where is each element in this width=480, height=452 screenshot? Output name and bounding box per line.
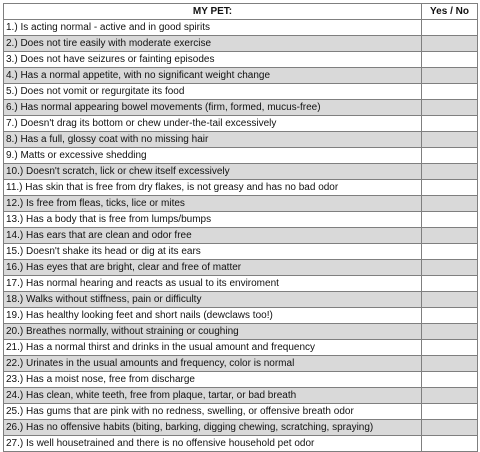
table-row [4, 436, 478, 452]
table-row [4, 324, 478, 340]
checklist-item-text: 20.) Breathes normally, without straining or coughing [4, 324, 422, 340]
answer-cell[interactable] [422, 404, 478, 420]
answer-cell[interactable] [422, 148, 478, 164]
answer-cell[interactable] [422, 228, 478, 244]
table-row [4, 36, 478, 52]
answer-cell[interactable] [422, 372, 478, 388]
table-row [4, 164, 478, 180]
table-row [4, 372, 478, 388]
checklist-item-text: 8.) Has a full, glossy coat with no missing hair [4, 132, 422, 148]
table-row [4, 68, 478, 84]
checklist-item-text: 3.) Does not have seizures or fainting episodes [4, 52, 422, 68]
checklist-item-text: 27.) Is well housetrained and there is no offensive household pet odor [4, 436, 422, 452]
checklist-item-text: 21.) Has a normal thirst and drinks in the usual amount and frequency [4, 340, 422, 356]
table-row [4, 420, 478, 436]
checklist-item-text: 26.) Has no offensive habits (biting, barking, digging chewing, scratching, spraying) [4, 420, 422, 436]
column-header-item: MY PET: [4, 4, 422, 20]
checklist-item-text: 11.) Has skin that is free from dry flakes, is not greasy and has no bad odor [4, 180, 422, 196]
answer-cell[interactable] [422, 164, 478, 180]
answer-cell[interactable] [422, 292, 478, 308]
answer-cell[interactable] [422, 356, 478, 372]
checklist-item-text: 9.) Matts or excessive shedding [4, 148, 422, 164]
table-row [4, 244, 478, 260]
table-row [4, 308, 478, 324]
table-row [4, 132, 478, 148]
answer-cell[interactable] [422, 100, 478, 116]
answer-cell[interactable] [422, 308, 478, 324]
checklist-item-text: 22.) Urinates in the usual amounts and frequency, color is normal [4, 356, 422, 372]
checklist-item-text: 14.) Has ears that are clean and odor free [4, 228, 422, 244]
table-row [4, 404, 478, 420]
table-row [4, 212, 478, 228]
checklist-item-text: 7.) Doesn't drag its bottom or chew under-the-tail excessively [4, 116, 422, 132]
checklist-item-text: 23.) Has a moist nose, free from discharge [4, 372, 422, 388]
checklist-item-text: 13.) Has a body that is free from lumps/bumps [4, 212, 422, 228]
answer-cell[interactable] [422, 388, 478, 404]
answer-cell[interactable] [422, 260, 478, 276]
answer-cell[interactable] [422, 116, 478, 132]
checklist-item-text: 15.) Doesn't shake its head or dig at its ears [4, 244, 422, 260]
checklist-item-text: 6.) Has normal appearing bowel movements (firm, formed, mucus-free) [4, 100, 422, 116]
table-row [4, 84, 478, 100]
checklist-item-text: 10.) Doesn't scratch, lick or chew itself excessively [4, 164, 422, 180]
checklist-item-text: 18.) Walks without stiffness, pain or difficulty [4, 292, 422, 308]
checklist-item-text: 16.) Has eyes that are bright, clear and free of matter [4, 260, 422, 276]
answer-cell[interactable] [422, 244, 478, 260]
answer-cell[interactable] [422, 84, 478, 100]
answer-cell[interactable] [422, 132, 478, 148]
table-row [4, 148, 478, 164]
table-row [4, 388, 478, 404]
table-row [4, 340, 478, 356]
answer-cell[interactable] [422, 276, 478, 292]
table-row [4, 196, 478, 212]
table-row [4, 228, 478, 244]
answer-cell[interactable] [422, 52, 478, 68]
checklist-item-text: 1.) Is acting normal - active and in good spirits [4, 20, 422, 36]
answer-cell[interactable] [422, 180, 478, 196]
checklist-table [3, 3, 478, 452]
answer-cell[interactable] [422, 20, 478, 36]
table-row [4, 20, 478, 36]
checklist-item-text: 2.) Does not tire easily with moderate exercise [4, 36, 422, 52]
answer-cell[interactable] [422, 436, 478, 452]
table-row [4, 100, 478, 116]
table-row [4, 52, 478, 68]
checklist-item-text: 12.) Is free from fleas, ticks, lice or mites [4, 196, 422, 212]
answer-cell[interactable] [422, 196, 478, 212]
column-header-answer: Yes / No [422, 4, 478, 20]
table-row [4, 180, 478, 196]
table-row [4, 116, 478, 132]
answer-cell[interactable] [422, 68, 478, 84]
answer-cell[interactable] [422, 340, 478, 356]
table-row [4, 260, 478, 276]
table-row [4, 276, 478, 292]
answer-cell[interactable] [422, 420, 478, 436]
answer-cell[interactable] [422, 324, 478, 340]
checklist-item-text: 5.) Does not vomit or regurgitate its food [4, 84, 422, 100]
answer-cell[interactable] [422, 36, 478, 52]
checklist-item-text: 17.) Has normal hearing and reacts as usual to its enviroment [4, 276, 422, 292]
table-row [4, 292, 478, 308]
checklist-item-text: 19.) Has healthy looking feet and short nails (dewclaws too!) [4, 308, 422, 324]
header-row [4, 4, 478, 20]
checklist-item-text: 4.) Has a normal appetite, with no significant weight change [4, 68, 422, 84]
table-row [4, 356, 478, 372]
checklist-item-text: 25.) Has gums that are pink with no redness, swelling, or offensive breath odor [4, 404, 422, 420]
pet-health-checklist [3, 3, 477, 452]
answer-cell[interactable] [422, 212, 478, 228]
checklist-item-text: 24.) Has clean, white teeth, free from plaque, tartar, or bad breath [4, 388, 422, 404]
